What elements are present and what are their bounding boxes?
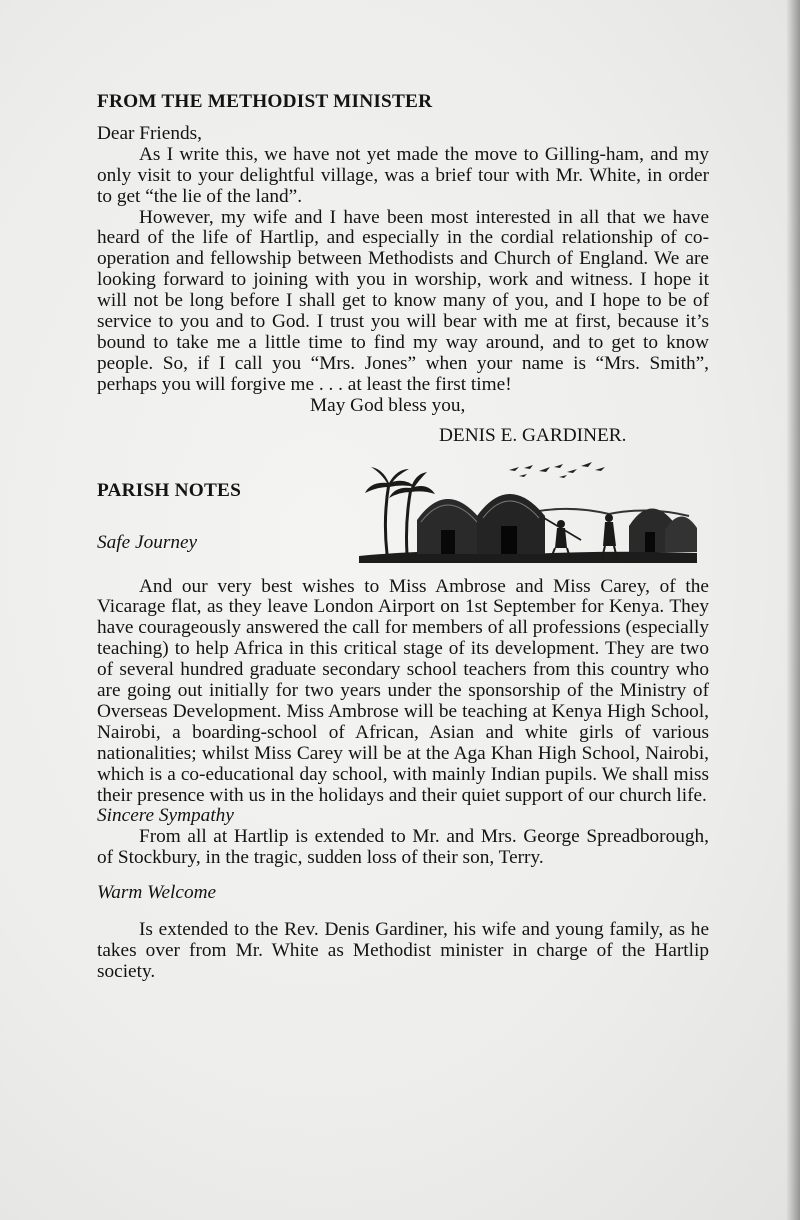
parish-heading: PARISH NOTES bbox=[97, 479, 242, 501]
page-edge-shadow bbox=[786, 0, 800, 1220]
section-title-warm-welcome: Warm Welcome bbox=[97, 882, 217, 904]
section-title-sincere-sympathy: Sincere Sympathy bbox=[97, 805, 234, 827]
parish-header-row bbox=[97, 473, 709, 557]
methodist-paragraph-2: However, my wife and I have been most interested in all that we have heard of the life of Hartlip, and especially in the cordial relationship of co-operation and fellowship between Methodists and Church of England. We are looking forward to joining with you in worship, work and witness. I hope it will not be long before I shall get to know many of you, and I hope to be of service to you and to God. I trust you will bear with me at first, because it’s bound to take me a little time to find my way around, and to get to know people. So, if I call you “Mrs. Jones” when your name is “Mrs. Smith”, perhaps you will forgive me . . . at least the first time! bbox=[97, 206, 709, 395]
african-village-illustration-icon bbox=[359, 458, 697, 563]
salutation: Dear Friends, bbox=[97, 122, 202, 144]
section-title-safe-journey: Safe Journey bbox=[97, 531, 198, 553]
methodist-heading: FROM THE METHODIST MINISTER bbox=[97, 91, 433, 112]
blessing: May God bless you, bbox=[310, 394, 466, 416]
signature: DENIS E. GARDINER. bbox=[439, 424, 627, 446]
section-body-sincere-sympathy: From all at Hartlip is extended to Mr. and Mrs. George Spreadborough, of Stockbury, in the tragic, sudden loss of their son, Terry. bbox=[97, 826, 709, 869]
page-text bbox=[97, 92, 709, 983]
section-body-warm-welcome: Is extended to the Rev. Denis Gardiner, his wife and young family, as he takes over from Mr. White as Methodist minister in charge of the Hartlip society. bbox=[97, 919, 709, 982]
methodist-paragraph-1: As I write this, we have not yet made the move to Gilling-ham, and my only visit to your delightful village, was a brief tour with Mr. White, in order to get “the lie of the land”. bbox=[97, 143, 709, 207]
section-body-safe-journey: And our very best wishes to Miss Ambrose and Miss Carey, of the Vicarage flat, as they leave London Airport on 1st September for Kenya. They have courageously answered the call for members of all professions (especially teaching) to help Africa in this critical stage of its development. They are two of several hundred graduate secondary school teachers from this country who are going out initially for two years under the sponsorship of the Ministry of Overseas Development. Miss Ambrose will be teaching at Kenya High School, Nairobi, a boarding-school of African, Asian and white girls of various nationalities; whilst Miss Carey will be at the Aga Khan High School, Nairobi, which is a co-educational day school, with mainly Indian pupils. We shall miss their presence with us in the holidays and their quiet support of our church life. bbox=[97, 575, 709, 806]
